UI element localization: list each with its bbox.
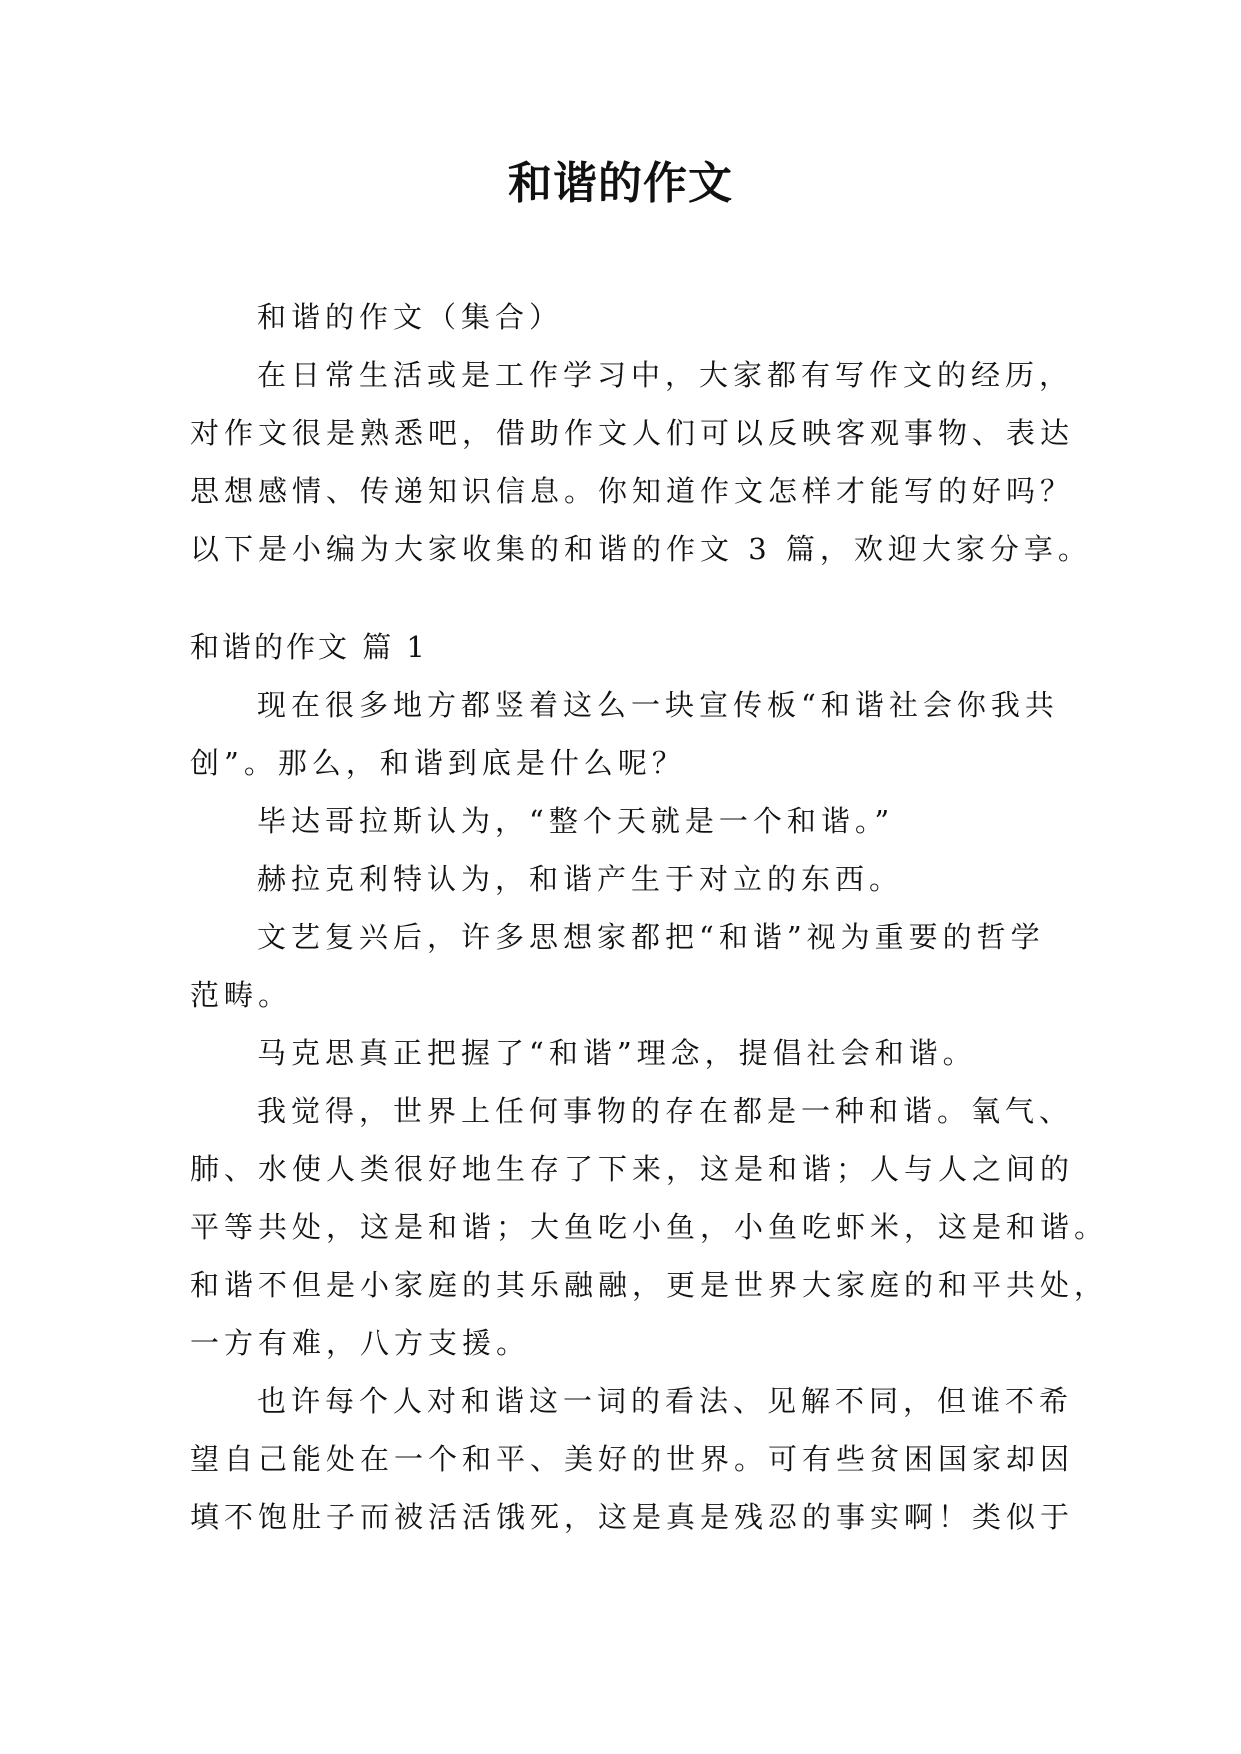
text-line: 赫拉克利特认为，和谐产生于对立的东西。 (257, 862, 904, 896)
text-line: 肺、水使人类很好地生存了下来，这是和谐；人与人之间的 (190, 1152, 1075, 1186)
text-line: 毕达哥拉斯认为，“整个天就是一个和谐。” (257, 804, 895, 838)
text-line: 对作文很是熟悉吧，借助作文人们可以反映客观事物、表达 (190, 416, 1075, 450)
text-line: 和谐不但是小家庭的其乐融融，更是世界大家庭的和平共处， (190, 1268, 1109, 1302)
section-paragraph (190, 850, 1056, 908)
text-line: 在日常生活或是工作学习中，大家都有写作文的经历， (257, 358, 1074, 392)
spacer (190, 578, 1056, 618)
intro-paragraph (190, 346, 1092, 578)
text-line: 也许每个人对和谐这一词的看法、见解不同，但谁不希 (257, 1384, 1074, 1418)
section-paragraph (190, 1372, 1075, 1546)
section-paragraph (190, 1024, 1056, 1082)
section-paragraph (190, 792, 1056, 850)
text-line: 创”。那么，和谐到底是什么呢？ (190, 746, 686, 780)
text-line: 和谐的作文（集合） (257, 300, 564, 334)
intro-paragraph (190, 288, 1056, 346)
section-paragraph (190, 1082, 1109, 1372)
text-line: 一方有难，八方支援。 (190, 1326, 531, 1360)
text-line: 填不饱肚子而被活活饿死，这是真是残忍的事实啊！类似于 (190, 1500, 1075, 1534)
text-line: 望自己能处在一个和平、美好的世界。可有些贫困国家却因 (190, 1442, 1075, 1476)
section-heading: 和谐的作文 篇 1 (190, 630, 428, 664)
text-line: 马克思真正把握了“和谐”理念，提倡社会和谐。 (257, 1036, 977, 1070)
text-line: 范畴。 (190, 978, 293, 1012)
text-line: 我觉得，世界上任何事物的存在都是一种和谐。氧气、 (257, 1094, 1074, 1128)
text-line: 以下是小编为大家收集的和谐的作文 3 篇，欢迎大家分享。 (190, 532, 1092, 566)
text-line: 平等共处，这是和谐；大鱼吃小鱼，小鱼吃虾米，这是和谐。 (190, 1210, 1109, 1244)
section-paragraph (190, 908, 1056, 1024)
text-line: 现在很多地方都竖着这么一块宣传板“和谐社会你我共 (257, 688, 1059, 722)
text-line: 文艺复兴后，许多思想家都把“和谐”视为重要的哲学 (257, 920, 1045, 954)
section-paragraph (190, 676, 1059, 792)
text-line: 思想感情、传递知识信息。你知道作文怎样才能写的好吗？ (190, 474, 1075, 508)
document-title: 和谐的作文 (508, 158, 733, 209)
document-body (190, 288, 1109, 1546)
